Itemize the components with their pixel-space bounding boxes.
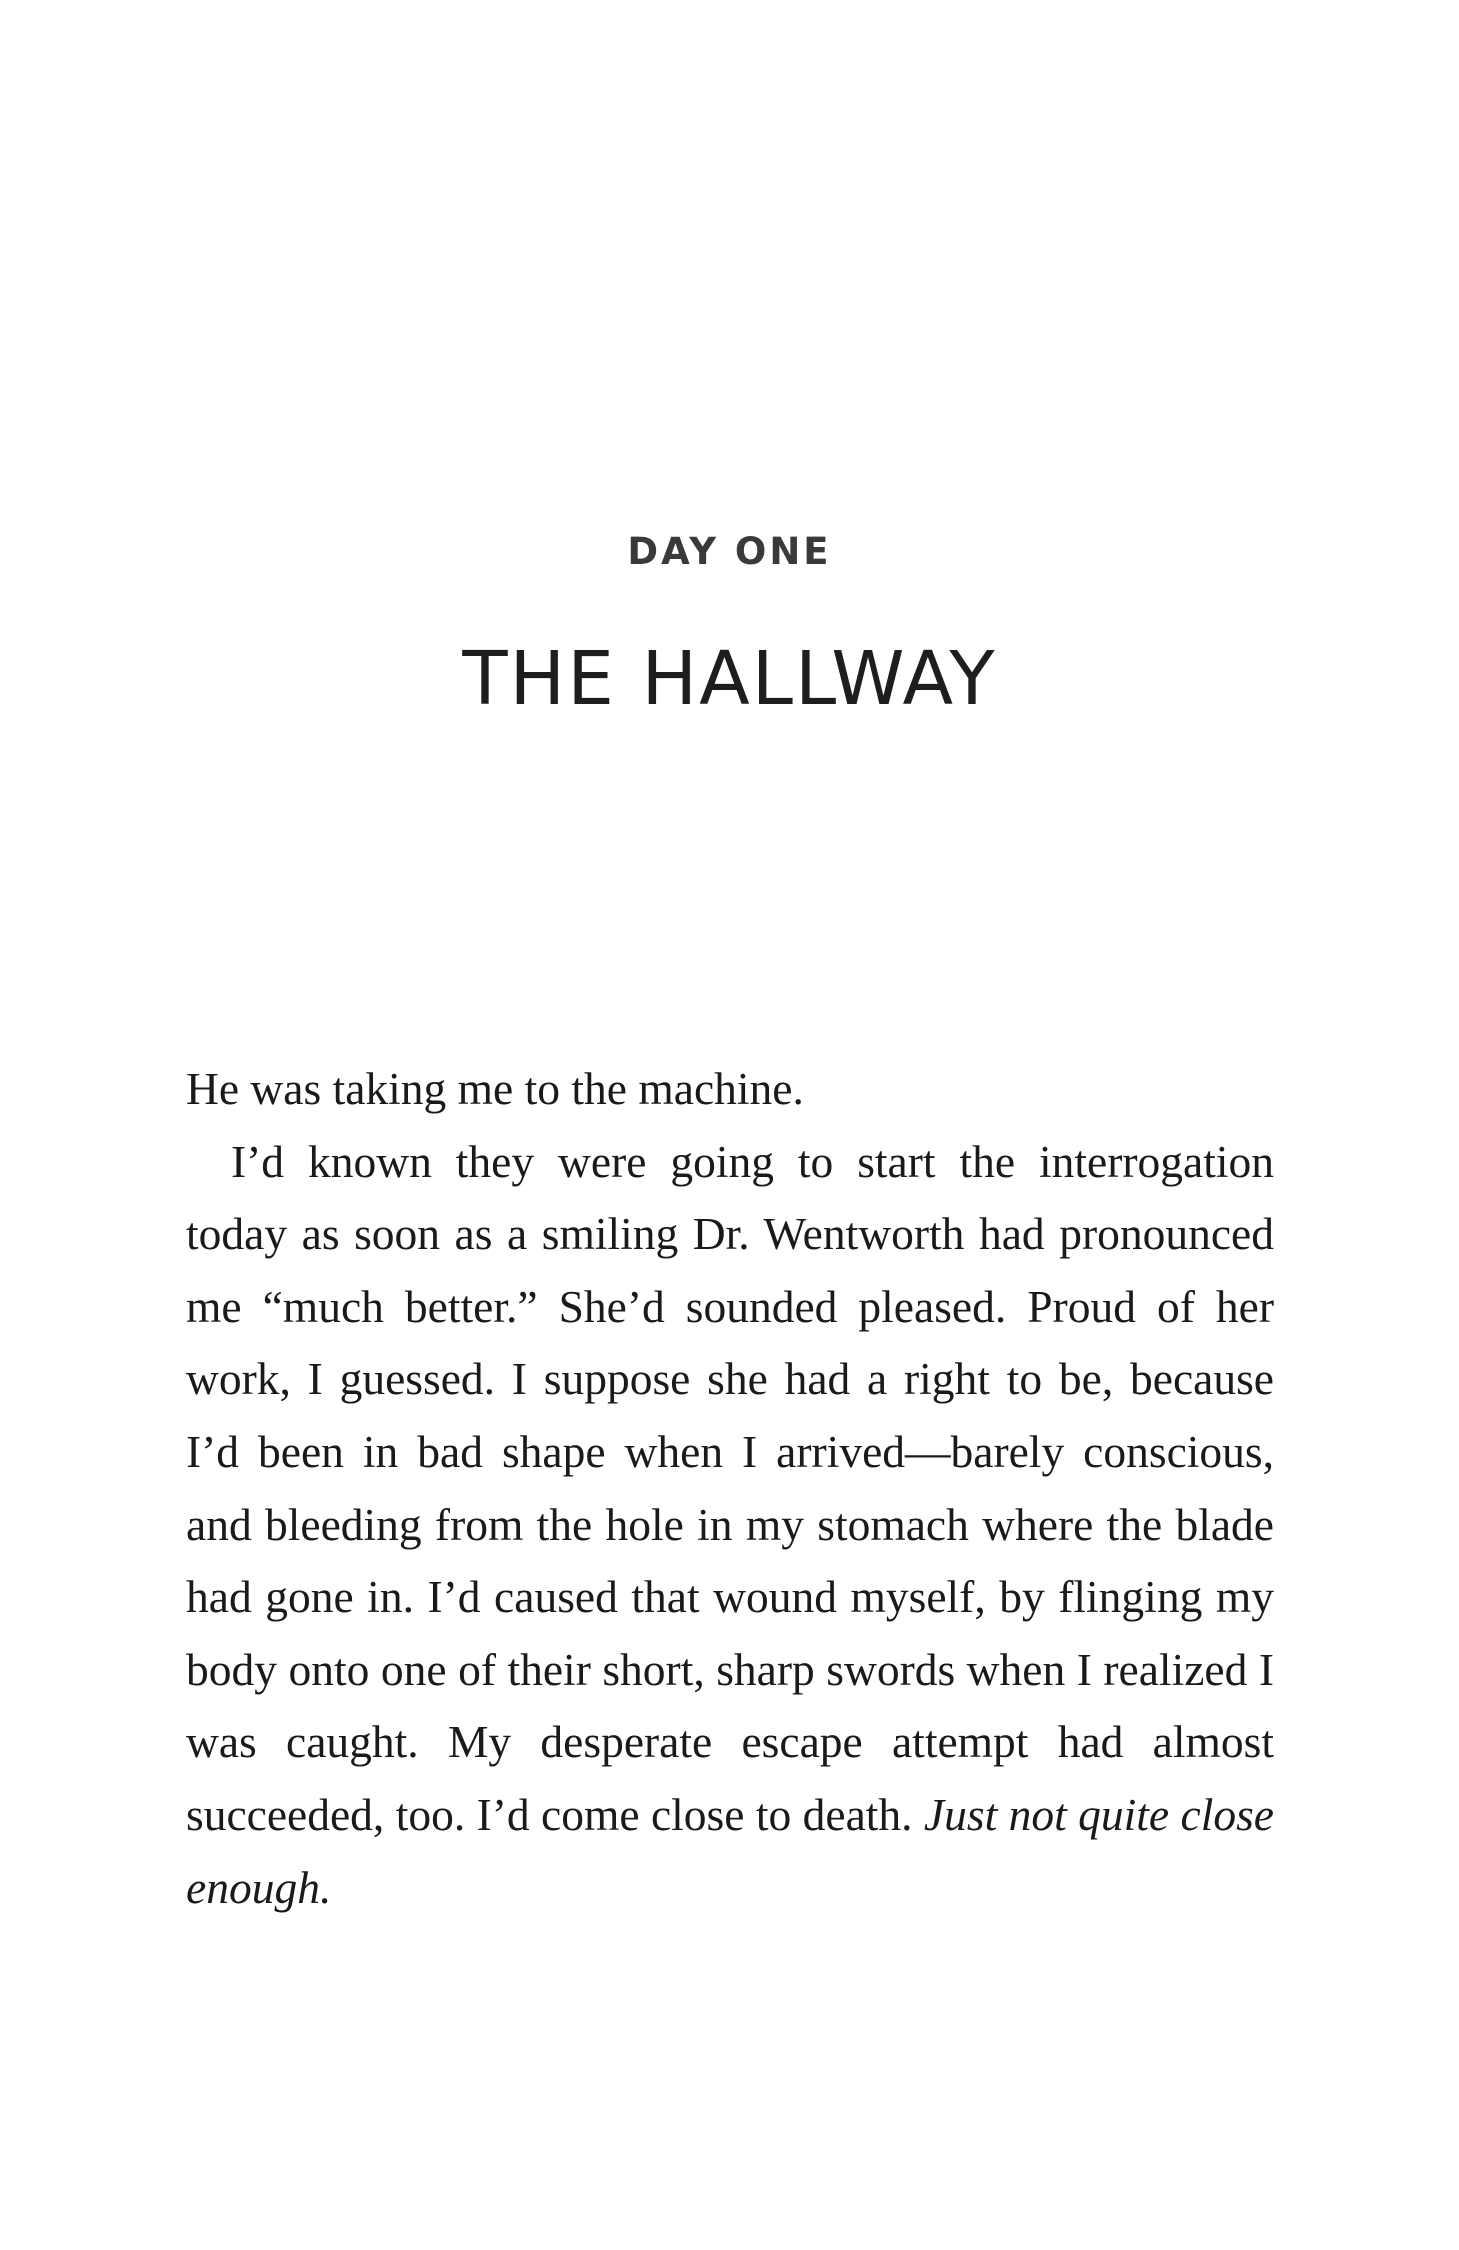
- chapter-label: DAY ONE: [627, 530, 832, 573]
- chapter-title: THE HALLWAY: [462, 636, 997, 722]
- paragraph-2: [186, 1126, 1274, 1925]
- paragraph-2-text: I’d known they were going to start the interrogation today as soon as a smiling Dr. Wentworth had pronounced me “much better.” She’d sounded pleased. Proud of her work, I guessed. I suppose she had a right to be, because I’d been in bad shape when I arrived—barely conscious, and bleeding from the hole in my stomach where the blade had gone in. I’d caused that wound myself, by flinging my body onto one of their short, sharp swords when I realized I was caught. My desperate escape attempt had almost succeeded, too. I’d come close to death.: [186, 1135, 1274, 1840]
- paragraph-1: He was taking me to the machine.: [186, 1063, 804, 1114]
- paragraph-2-emphasis: Just not quite close enough.: [186, 1788, 1274, 1913]
- body-text: [186, 1053, 1274, 1924]
